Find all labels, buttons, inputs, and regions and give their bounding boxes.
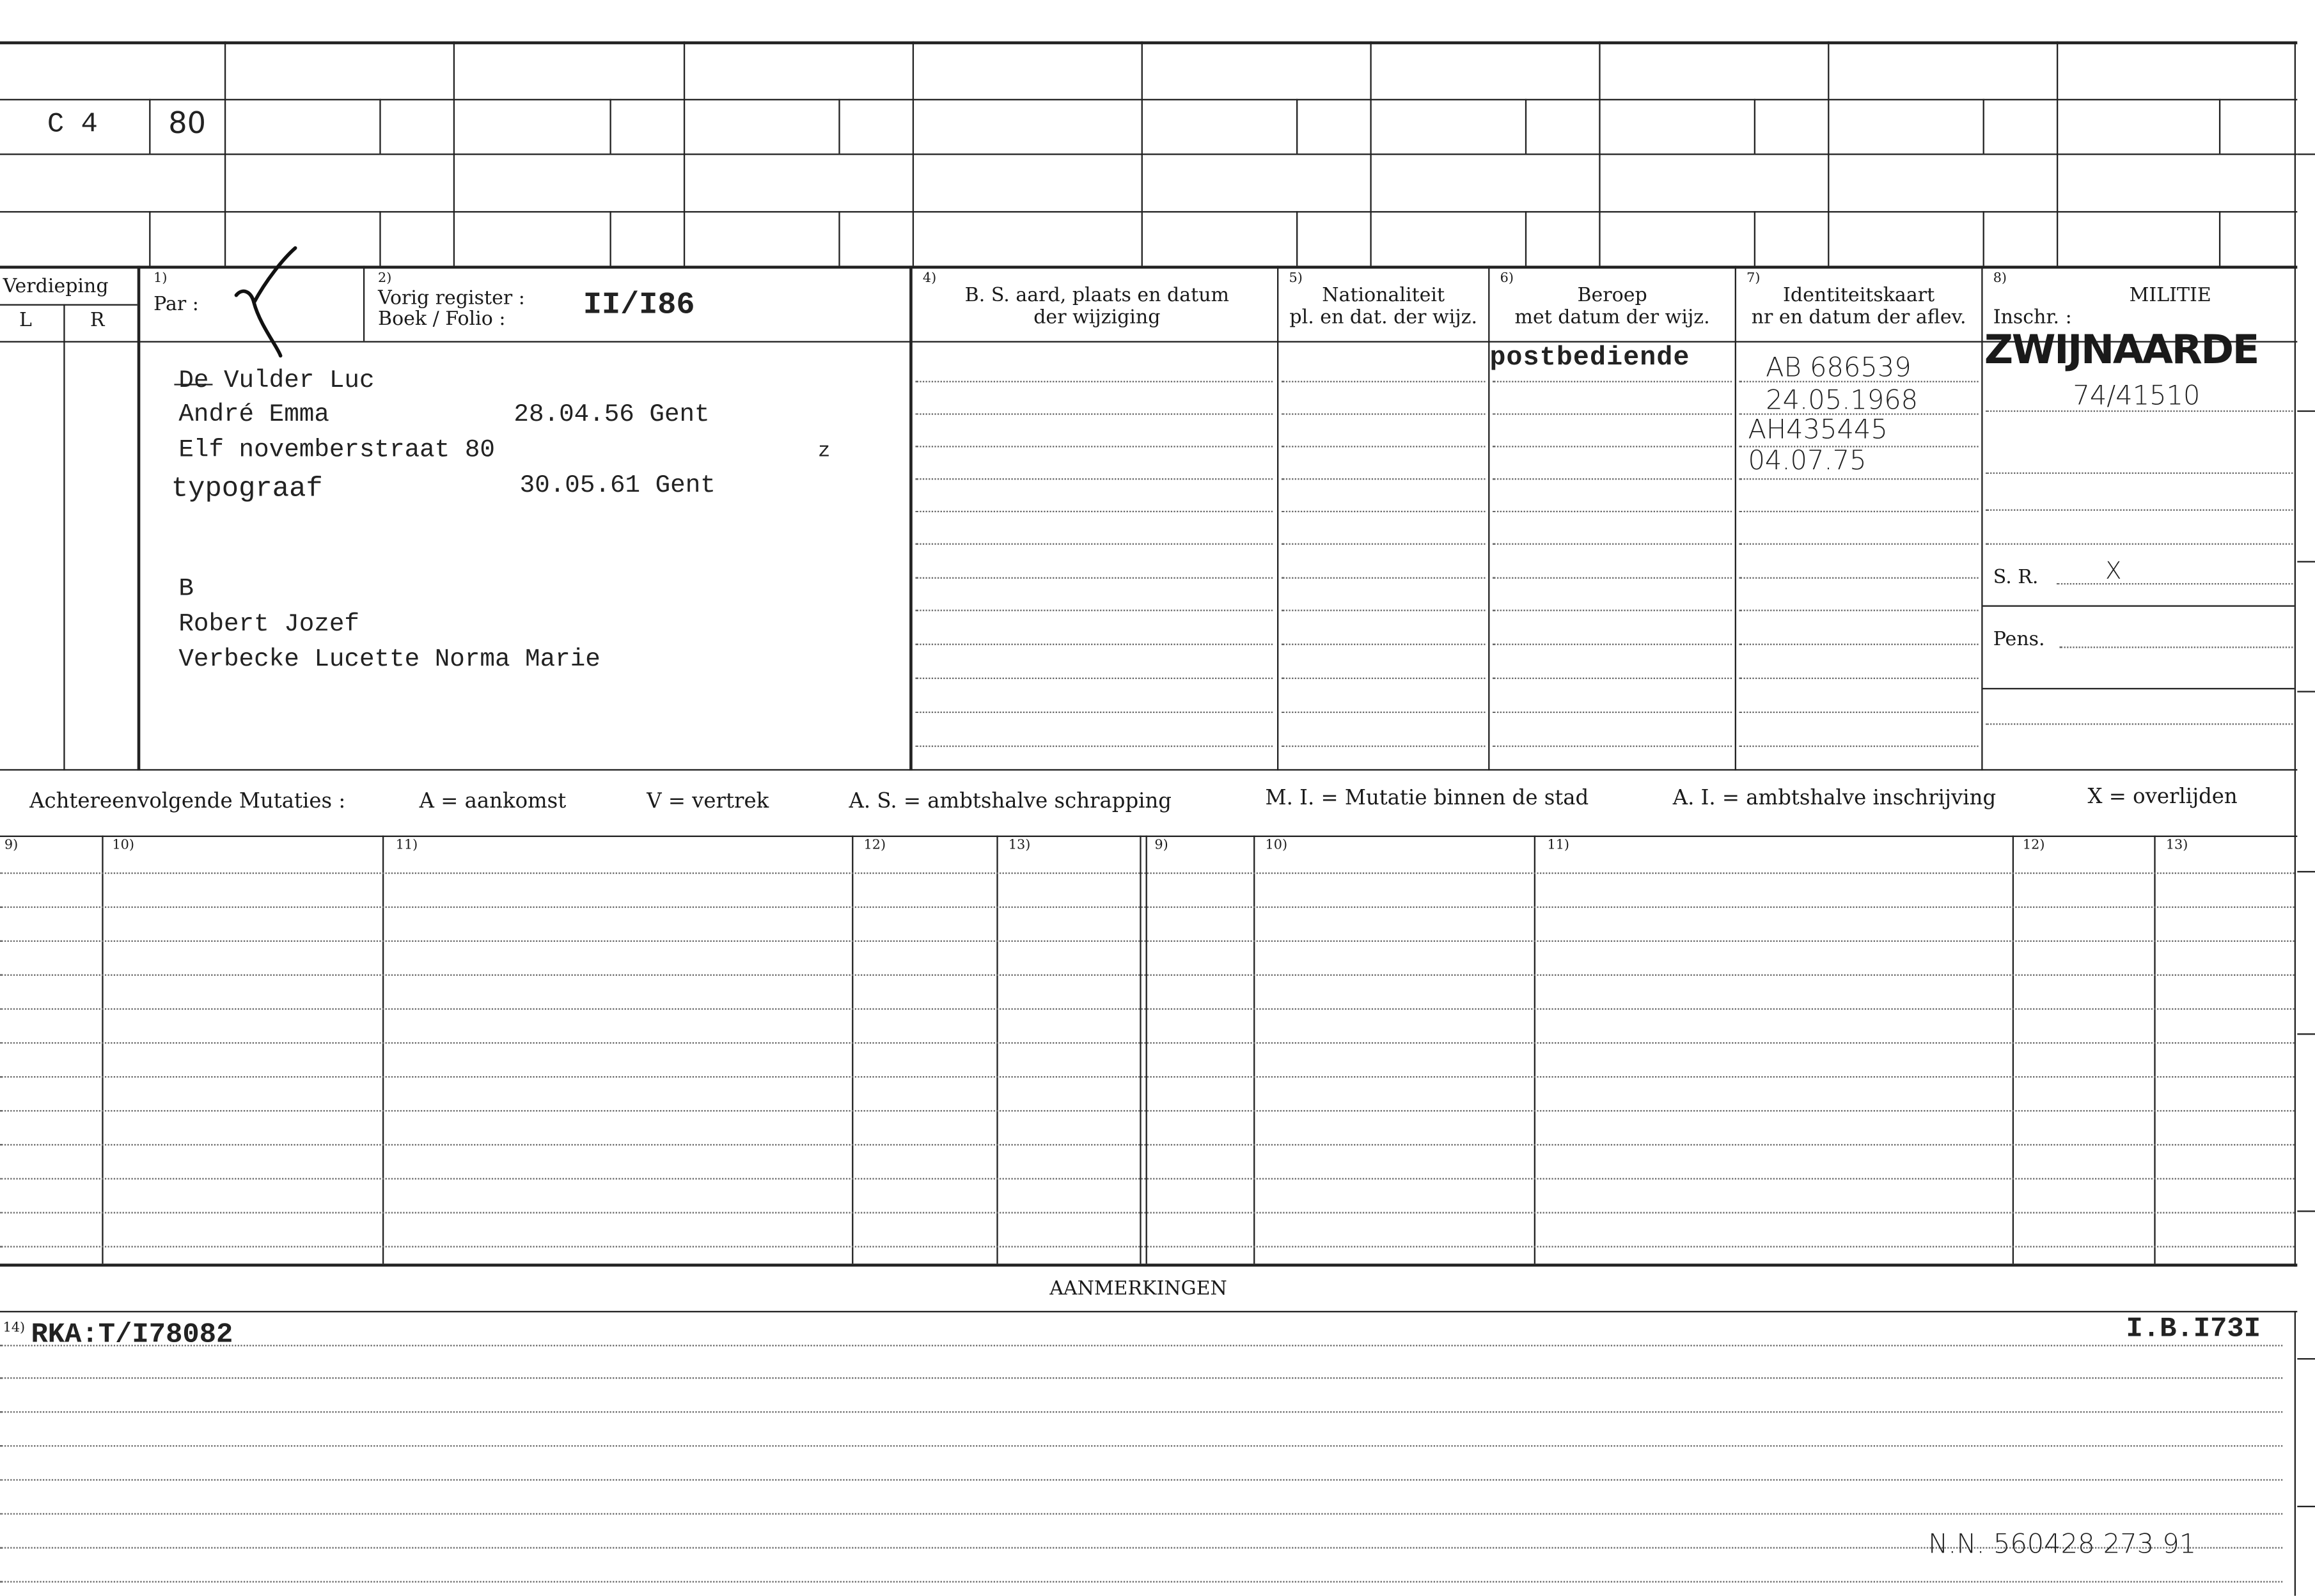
- aanmerkingen-title: AANMERKINGEN: [1049, 1278, 1227, 1301]
- grid-col: [913, 42, 914, 266]
- person-birth: 28.04.56 Gent: [514, 401, 710, 430]
- mut-col-10: 10): [112, 838, 135, 854]
- legend-item-overlijden: X = overlijden: [2087, 785, 2238, 810]
- pens-label: Pens.: [1993, 629, 2045, 652]
- grid-tick: [609, 99, 611, 153]
- nat-header-line1: Nationaliteit: [1322, 285, 1445, 308]
- col-line: [1735, 266, 1736, 771]
- top-border: [0, 42, 2297, 45]
- col8-number: 8): [1993, 271, 2007, 286]
- margin-tick: [2297, 871, 2315, 872]
- handwritten-check-mark: [221, 244, 310, 377]
- person-mother: Verbecke Lucette Norma Marie: [178, 646, 600, 675]
- grid-col: [1828, 42, 1829, 266]
- col5-number: 5): [1289, 271, 1303, 286]
- mut-col-10b: 10): [1265, 838, 1288, 854]
- aanmerkingen-line: [0, 1311, 2297, 1312]
- grid-tick: [1754, 99, 1755, 153]
- grid-col: [684, 42, 685, 266]
- right-border: [2295, 42, 2296, 1267]
- mut-col-13b: 13): [2165, 838, 2188, 854]
- grid-line: [0, 153, 2297, 155]
- ib-reference: I.B.I73I: [2126, 1312, 2261, 1345]
- rka-reference: RKA:T/I78082: [31, 1318, 233, 1351]
- register-value: II/I86: [583, 289, 695, 324]
- r-label: R: [90, 309, 105, 332]
- verdieping-line: [0, 304, 137, 306]
- inschr-label: Inschr. :: [1993, 307, 2072, 329]
- mut-col-13: 13): [1008, 838, 1031, 854]
- grid-tick: [379, 99, 381, 153]
- col7-number: 7): [1746, 271, 1761, 286]
- col6-number: 6): [1500, 271, 1514, 286]
- top-number: 80: [168, 104, 206, 141]
- beroep-value: postbediende: [1489, 343, 1690, 374]
- militie-header: MILITIE: [2129, 285, 2211, 308]
- id-header-line1: Identiteitskaart: [1783, 285, 1935, 308]
- grid-tick: [2219, 211, 2220, 265]
- col-line: [363, 266, 365, 341]
- margin-tick: [2297, 1033, 2315, 1035]
- col1-number: 1): [153, 271, 168, 286]
- person-name-struck: De Vulder Luc: [178, 367, 375, 396]
- legend-item-vertrek: V = vertrek: [647, 790, 769, 814]
- person-father: Robert Jozef: [178, 611, 359, 639]
- grid-tick: [379, 211, 381, 265]
- margin-tick: [2297, 153, 2315, 155]
- col-line: [1277, 266, 1278, 771]
- mutation-top-line: [0, 836, 2297, 837]
- grid-col: [2057, 42, 2058, 266]
- grid-tick: [1754, 211, 1755, 265]
- vorig-register-label: Vorig register :: [378, 288, 525, 310]
- bs-header-line1: B. S. aard, plaats en datum: [964, 285, 1230, 308]
- person-given-names: André Emma: [178, 401, 329, 430]
- mut-col-12: 12): [863, 838, 886, 854]
- grid-tick: [1983, 211, 1984, 265]
- grid-col: [1599, 42, 1600, 266]
- grid-col: [453, 42, 455, 266]
- mutation-bottom-line: [0, 1264, 2297, 1267]
- beroep-header-line1: Beroep: [1577, 285, 1647, 308]
- mut-col-12b: 12): [2022, 838, 2045, 854]
- col-l-r-divider: [63, 304, 65, 771]
- header-bottom-line: [0, 341, 2297, 342]
- col-line: [909, 266, 913, 771]
- grid-col: [1142, 42, 1143, 266]
- grid-tick: [609, 211, 611, 265]
- b-mark: B: [178, 575, 194, 604]
- id-line-1: AB 686539: [1766, 352, 1911, 384]
- legend-item-aankomst: A = aankomst: [419, 790, 567, 814]
- par-label: Par :: [153, 293, 199, 317]
- col-line: [1981, 266, 1982, 771]
- grid-tick: [2219, 99, 2220, 153]
- mut-col-11b: 11): [1547, 838, 1570, 854]
- mut-col-11: 11): [395, 838, 418, 854]
- nn-number: N.N. 560428 273 91: [1928, 1529, 2197, 1561]
- mut-col-9: 9): [4, 838, 19, 854]
- id-line-4: 04.07.75: [1748, 446, 1867, 477]
- sr-label: S. R.: [1993, 567, 2039, 590]
- grid-tick: [149, 99, 150, 153]
- grid-tick: [1296, 211, 1298, 265]
- grid-tick: [838, 211, 840, 265]
- person-occupation-date: 30.05.61 Gent: [519, 472, 716, 501]
- data-area-bottom: [0, 769, 2297, 771]
- grid-tick: [1525, 99, 1526, 153]
- l-label: L: [19, 309, 32, 332]
- militie-number: 74/41510: [2073, 380, 2201, 412]
- legend-item-mutatie: M. I. = Mutatie binnen de stad: [1265, 786, 1589, 811]
- sr-value: X: [2105, 556, 2122, 585]
- grid-col: [1370, 42, 1371, 266]
- verdieping-label: Verdieping: [3, 276, 109, 299]
- grid-line: [0, 99, 2297, 100]
- grid-tick: [1525, 211, 1526, 265]
- grid-tick: [149, 211, 150, 265]
- grid-tick: [838, 99, 840, 153]
- z-mark: z: [818, 439, 831, 464]
- legend-item-inschrijving: A. I. = ambtshalve inschrijving: [1672, 786, 1997, 811]
- margin-tick: [2297, 1358, 2315, 1359]
- margin-tick: [2297, 691, 2315, 692]
- col4-number: 4): [922, 271, 937, 286]
- col2-number: 2): [378, 271, 392, 286]
- col-line: [1488, 266, 1489, 771]
- margin-tick: [2297, 561, 2315, 562]
- strike-line: [174, 384, 212, 385]
- militie-place-stamp: ZWIJNAARDE: [1984, 327, 2259, 374]
- margin-tick: [2297, 411, 2315, 412]
- grid-tick: [1983, 99, 1984, 153]
- legend-title: Achtereenvolgende Mutaties :: [29, 790, 346, 814]
- grid-col: [224, 42, 226, 266]
- margin-tick: [2297, 1210, 2315, 1212]
- top-code: C 4: [47, 107, 98, 141]
- grid-line: [0, 266, 2297, 269]
- margin-tick: [2297, 1506, 2315, 1507]
- person-address: Elf novemberstraat 80: [178, 437, 495, 465]
- id-header-line2: nr en datum der aflev.: [1751, 307, 1966, 329]
- grid-tick: [1296, 99, 1298, 153]
- legend-item-schrapping: A. S. = ambtshalve schrapping: [849, 790, 1172, 814]
- id-line-3: AH435445: [1748, 414, 1888, 446]
- mut-col-9b: 9): [1154, 838, 1168, 854]
- boek-folio-label: Boek / Folio :: [378, 308, 506, 331]
- col-line: [137, 266, 141, 771]
- id-line-2: 24.05.1968: [1766, 385, 1919, 417]
- nat-header-line2: pl. en dat. der wijz.: [1289, 307, 1478, 329]
- beroep-header-line2: met datum der wijz.: [1514, 307, 1710, 329]
- col14-number: 14): [3, 1321, 26, 1336]
- grid-line: [0, 211, 2297, 212]
- bs-header-line2: der wijziging: [1033, 307, 1161, 329]
- person-occupation: typograaf: [171, 472, 323, 505]
